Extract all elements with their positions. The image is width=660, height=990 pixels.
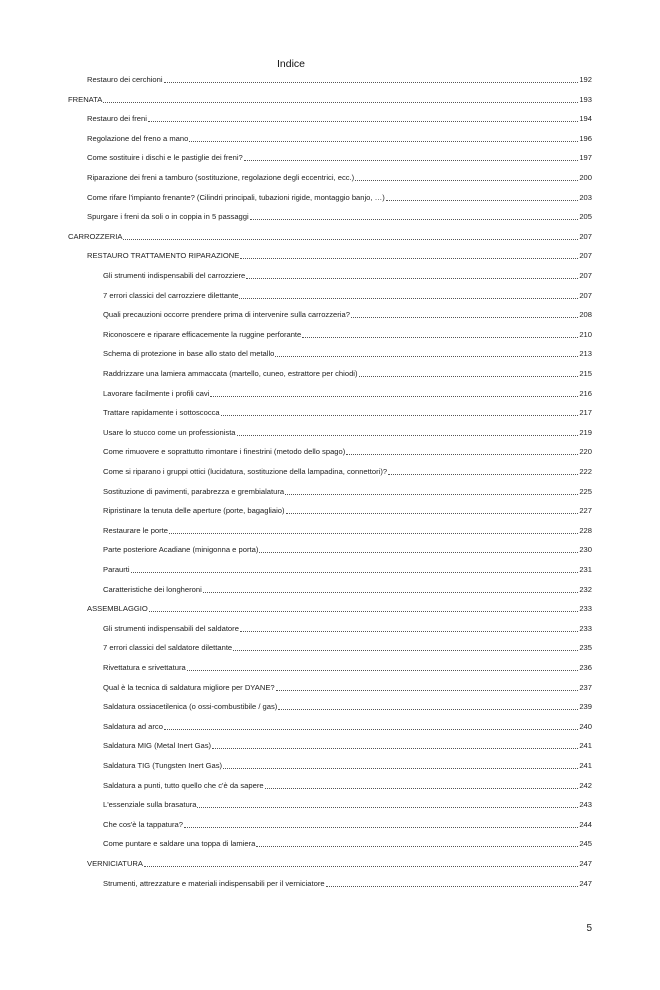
dot-leader (233, 649, 578, 651)
dot-leader (240, 257, 578, 259)
toc-entry-page: 207 (579, 290, 592, 300)
toc-entry-title: Lavorare facilmente i profili cavi (103, 388, 210, 398)
toc-entry[interactable] (103, 722, 592, 732)
dot-leader (103, 101, 578, 103)
dot-leader (275, 355, 578, 357)
toc-entry-title: Sostituzione di pavimenti, parabrezza e grembialatura (103, 486, 285, 496)
dot-leader (256, 845, 578, 847)
dot-leader (388, 473, 578, 475)
toc-entry[interactable] (87, 75, 592, 85)
toc-entry-title: Come puntare e saldare una toppa di lamiera (103, 839, 256, 849)
toc-entry[interactable] (103, 839, 592, 849)
toc-entry-title: Come si riparano i gruppi ottici (lucidatura, sostituzione della lampadina, connettori)? (103, 467, 388, 476)
toc-entry-title: Caratteristiche dei longheroni (103, 584, 202, 594)
toc-entry[interactable] (103, 585, 592, 595)
toc-entry-page: 207 (579, 251, 592, 261)
toc-entry[interactable] (103, 330, 592, 340)
toc-entry[interactable] (103, 487, 592, 497)
toc-entry-title: Rivettatura e srivettatura (103, 663, 186, 672)
toc-entry[interactable] (103, 408, 592, 418)
toc-entry-title: Saldatura TIG (Tungsten Inert Gas) (103, 761, 223, 770)
dot-leader (187, 669, 579, 671)
toc-entry[interactable] (103, 800, 592, 810)
dot-leader (131, 571, 579, 573)
toc-entry[interactable] (87, 604, 592, 614)
toc-entry-page: 207 (579, 271, 592, 280)
toc-entry-page: 222 (579, 467, 592, 476)
toc-entry-page: 241 (579, 761, 592, 770)
toc-entry-page: 219 (579, 427, 592, 437)
dot-leader (346, 453, 578, 455)
toc-entry[interactable] (103, 291, 592, 301)
toc-entry[interactable] (87, 193, 592, 203)
dot-leader (240, 630, 578, 632)
toc-entry-title: Ripristinare la tenuta delle aperture (porte, bagagliaio) (103, 506, 285, 516)
page-number: 5 (586, 923, 592, 934)
toc-entry-title: Trattare rapidamente i sottoscocca (103, 408, 220, 418)
toc-entry[interactable] (103, 643, 592, 653)
toc-entry[interactable] (103, 389, 592, 399)
toc-entry-title: VERNICIATURA (87, 859, 143, 868)
toc-entry-page: 231 (579, 565, 592, 574)
toc-entry-page: 233 (579, 604, 592, 614)
toc-entry-title: 7 errori classici del saldatore dilettante (103, 643, 233, 653)
toc-entry-page: 225 (579, 486, 592, 496)
dot-leader (286, 512, 579, 514)
toc-entry-page: 208 (579, 310, 592, 320)
dot-leader (149, 610, 579, 612)
toc-entry[interactable] (103, 310, 592, 320)
toc-entry-page: 228 (579, 525, 592, 535)
dot-leader (278, 708, 578, 710)
toc-entry-page: 247 (579, 859, 592, 868)
toc-entry[interactable] (103, 663, 592, 673)
toc-entry-title: Restauro dei freni (87, 114, 147, 124)
toc-entry-page: 213 (579, 349, 592, 359)
dot-leader (189, 140, 578, 142)
toc-entry-page: 193 (579, 94, 592, 104)
dot-leader (144, 865, 578, 867)
dot-leader (250, 218, 579, 220)
toc-entry-page: 239 (579, 702, 592, 712)
toc-entry-title: Regolazione del freno a mano (87, 133, 189, 143)
dot-leader (210, 395, 578, 397)
dot-leader (326, 885, 579, 887)
toc-entry-title: Saldatura ad arco (103, 721, 163, 731)
toc-entry[interactable] (103, 624, 592, 634)
toc-entry-title: Parte posteriore Acadiane (minigonna e porta) (103, 545, 259, 555)
dot-leader (197, 806, 578, 808)
toc-entry-title: Raddrizzare una lamiera ammaccata (martello, cuneo, estrattore per chiodi) (103, 369, 358, 378)
toc-entry-title: Riparazione dei freni a tamburo (sostituzione, regolazione degli eccentrici, ecc.) (87, 173, 355, 182)
toc-entry[interactable] (103, 526, 592, 536)
toc-entry-page: 197 (579, 153, 592, 163)
toc-entry[interactable] (103, 447, 592, 457)
toc-entry[interactable] (103, 349, 592, 359)
dot-leader (169, 532, 578, 534)
toc-entry-page: 205 (579, 212, 592, 222)
dot-leader (184, 826, 578, 828)
toc-entry-title: Usare lo stucco come un professionista (103, 427, 236, 437)
toc-entry-title: Saldatura ossiacetilenica (o ossi-combustibile / gas) (103, 702, 278, 712)
toc-entry-title: Schema di protezione in base allo stato del metallo (103, 349, 275, 359)
toc-entry-page: 233 (579, 623, 592, 633)
toc-entry-title: Come rifare l'impianto frenante? (Cilindri principali, tubazioni rigide, montaggio banjo, …) (87, 192, 385, 202)
dot-leader (359, 375, 579, 377)
toc-entry[interactable] (68, 232, 592, 242)
toc-entry-page: 215 (579, 369, 592, 378)
toc-entry-page: 245 (579, 839, 592, 849)
toc-entry[interactable] (103, 879, 592, 889)
toc-entry-title: FRENATA (68, 94, 103, 104)
page-title: Indice (276, 58, 306, 70)
toc-entry[interactable] (68, 95, 592, 105)
dot-leader (203, 591, 579, 593)
toc-entry[interactable] (87, 859, 592, 869)
toc-entry-page: 243 (579, 800, 592, 810)
dot-leader (276, 689, 579, 691)
toc-entry-title: Qual è la tecnica di saldatura migliore per DYANE? (103, 682, 275, 692)
dot-leader (221, 414, 579, 416)
toc-entry[interactable] (87, 114, 592, 124)
toc-entry-title: RESTAURO TRATTAMENTO RIPARAZIONE (87, 251, 240, 261)
toc-entry-page: 210 (579, 329, 592, 339)
dot-leader (265, 787, 579, 789)
toc-entry[interactable] (103, 741, 592, 751)
toc-entry-page: 227 (579, 506, 592, 516)
toc-entry[interactable] (103, 271, 592, 281)
dot-leader (164, 728, 578, 730)
toc-entry-title: Saldatura a punti, tutto quello che c'è da sapere (103, 780, 264, 790)
toc-entry-page: 207 (579, 231, 592, 241)
toc-entry-page: 203 (579, 192, 592, 202)
dot-leader (239, 297, 578, 299)
dot-leader (244, 159, 579, 161)
toc-entry-title: Strumenti, attrezzature e materiali indispensabili per il verniciatore (103, 878, 325, 888)
dot-leader (223, 767, 578, 769)
toc-entry[interactable] (87, 153, 592, 163)
toc-entry-page: 244 (579, 819, 592, 829)
toc-entry[interactable] (103, 820, 592, 830)
toc-entry[interactable] (87, 134, 592, 144)
toc-entry-page: 236 (579, 663, 592, 672)
toc-entry[interactable] (103, 565, 592, 575)
toc-entry-page: 242 (579, 780, 592, 790)
toc-entry-title: Saldatura MIG (Metal Inert Gas) (103, 741, 212, 751)
toc-entry-title: Paraurti (103, 565, 130, 574)
toc-entry[interactable] (103, 467, 592, 477)
toc-entry-page: 241 (579, 741, 592, 751)
toc-entry-page: 192 (579, 75, 592, 84)
toc-entry-page: 230 (579, 545, 592, 555)
toc-entry-title: Riconoscere e riparare efficacemente la ruggine perforante (103, 329, 302, 339)
toc-entry-title: Come rimuovere e soprattutto rimontare i finestrini (metodo dello spago) (103, 447, 346, 457)
toc-entry-title: Che cos'è la tappatura? (103, 819, 183, 829)
toc-entry-title: 7 errori classici del carrozziere dilettante (103, 290, 239, 300)
toc-entry[interactable] (87, 251, 592, 261)
dot-leader (237, 434, 579, 436)
toc-entry[interactable] (87, 173, 592, 183)
toc-entry[interactable] (103, 428, 592, 438)
dot-leader (285, 493, 578, 495)
toc-entry-title: ASSEMBLAGGIO (87, 604, 148, 614)
toc-entry[interactable] (103, 369, 592, 379)
toc-entry-title: CARROZZERIA (68, 231, 123, 241)
toc-entry-page: 237 (579, 682, 592, 692)
toc-entry[interactable] (103, 761, 592, 771)
toc-entry[interactable] (103, 781, 592, 791)
dot-leader (351, 316, 578, 318)
dot-leader (164, 81, 579, 83)
toc-entry-page: 235 (579, 643, 592, 653)
toc-entry[interactable] (103, 545, 592, 555)
toc-entry-page: 232 (579, 584, 592, 594)
toc-entry-title: Restaurare le porte (103, 525, 169, 535)
toc-entry-title: Spurgare i freni da soli o in coppia in 5 passaggi (87, 212, 249, 222)
toc-entry-page: 196 (579, 133, 592, 143)
toc-entry[interactable] (87, 212, 592, 222)
toc-entry-page: 217 (579, 408, 592, 418)
toc-entry-title: L'essenziale sulla brasatura (103, 800, 197, 810)
toc-entry[interactable] (103, 683, 592, 693)
dot-leader (246, 277, 578, 279)
toc-entry-title: Quali precauzioni occorre prendere prima di intervenire sulla carrozzeria? (103, 310, 350, 320)
toc-entry-page: 240 (579, 721, 592, 731)
toc-entry[interactable] (103, 702, 592, 712)
dot-leader (148, 120, 578, 122)
toc-entry[interactable] (103, 506, 592, 516)
toc-entry-title: Gli strumenti indispensabili del saldatore (103, 623, 239, 633)
toc-entry-page: 220 (579, 447, 592, 457)
toc-entry-title: Come sostituire i dischi e le pastiglie dei freni? (87, 153, 243, 163)
dot-leader (212, 747, 578, 749)
dot-leader (259, 551, 578, 553)
toc-entry-page: 247 (579, 878, 592, 888)
toc-entry-page: 194 (579, 114, 592, 124)
dot-leader (386, 199, 579, 201)
toc-entry-title: Restauro dei cerchioni (87, 75, 163, 84)
dot-leader (302, 336, 578, 338)
dot-leader (355, 179, 578, 181)
toc-entry-page: 200 (579, 173, 592, 182)
toc-entry-title: Gli strumenti indispensabili del carrozziere (103, 271, 246, 280)
dot-leader (123, 238, 578, 240)
toc-entry-page: 216 (579, 388, 592, 398)
